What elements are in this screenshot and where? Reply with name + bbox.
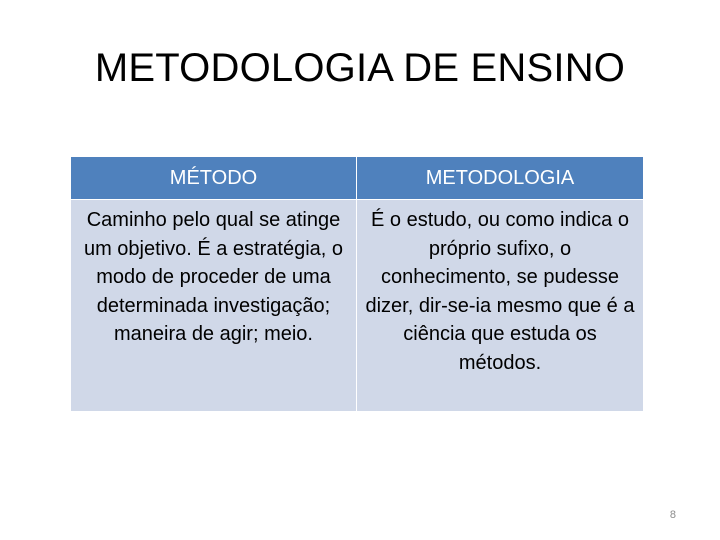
cell-metodologia-definition: É o estudo, ou como indica o próprio sufixo, o conhecimento, se pudesse dizer, dir-se-ia mesmo que é a ciência que estuda os métodos. (365, 209, 635, 374)
cell-metodo-definition: Caminho pelo qual se atinge um objetivo. É a estratégia, o modo de proceder de uma determinada investigação; maneira de agir; meio. (71, 200, 357, 411)
slide-title: METODOLOGIA DE ENSINO (94, 46, 626, 90)
header-metodo: MÉTODO (71, 157, 357, 199)
table-row (71, 200, 643, 411)
page-number: 8 (669, 509, 676, 521)
comparison-table (71, 157, 643, 411)
table-header-row (71, 157, 643, 199)
header-metodologia: METODOLOGIA (425, 166, 575, 189)
